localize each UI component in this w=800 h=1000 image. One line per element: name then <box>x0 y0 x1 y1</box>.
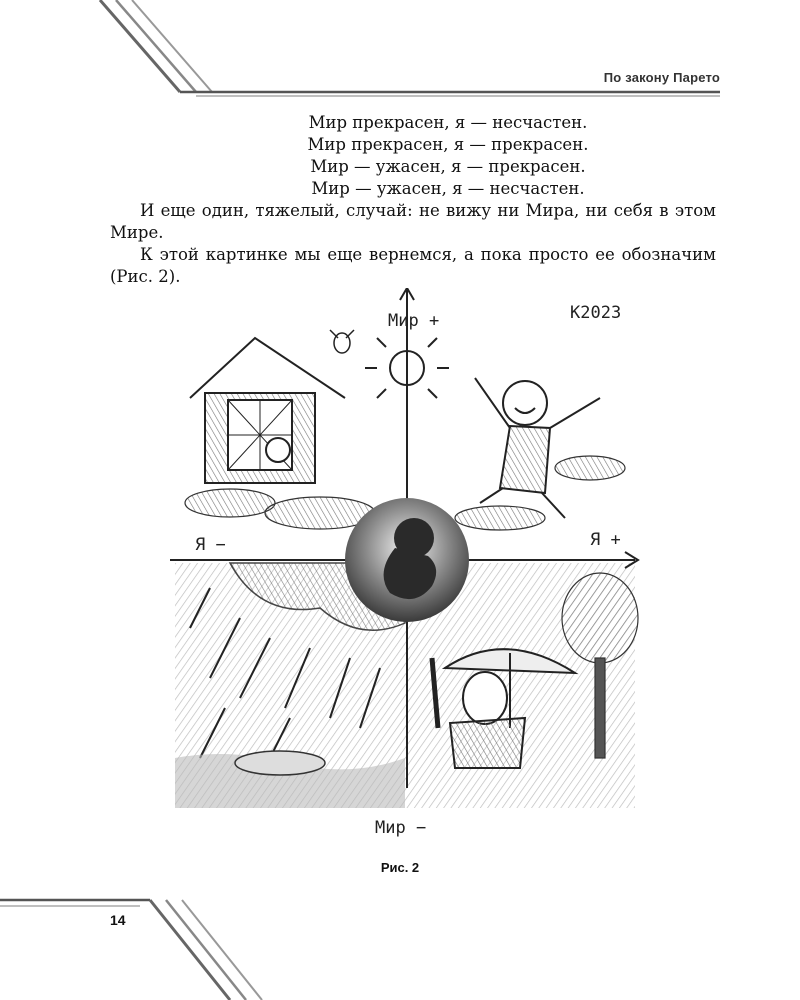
label-world-minus: Мир − <box>375 818 427 838</box>
paragraph: К этой картинке мы еще вернемся, а пока просто ее обозначим (Рис. 2). <box>110 245 716 286</box>
bird <box>330 330 354 353</box>
label-world-plus: Мир + <box>388 311 440 331</box>
header-decoration <box>0 0 800 100</box>
page-number: 14 <box>110 912 126 928</box>
body-text <box>110 112 716 288</box>
verse-line: Мир — ужасен, я — несчастен. <box>311 179 585 198</box>
verse <box>110 112 716 200</box>
label-self-plus: Я + <box>590 530 621 550</box>
paragraph: И еще один, тяжелый, случай: не вижу ни Мира, ни себя в этом Мире. <box>110 201 716 242</box>
label-self-minus: Я − <box>195 535 226 555</box>
house <box>190 338 345 483</box>
verse-line: Мир прекрасен, я — прекрасен. <box>307 135 589 154</box>
happy-figure <box>475 378 600 518</box>
running-title: По закону Парето <box>603 70 720 85</box>
footer-decoration <box>0 890 800 1000</box>
verse-line: Мир — ужасен, я — прекрасен. <box>310 157 586 176</box>
figure-caption: Рис. 2 <box>380 860 420 875</box>
drowning-figure <box>235 751 325 775</box>
figure-illustration <box>170 288 640 843</box>
artist-signature: К2023 <box>570 303 622 323</box>
verse-line: Мир прекрасен, я — несчастен. <box>308 113 588 132</box>
